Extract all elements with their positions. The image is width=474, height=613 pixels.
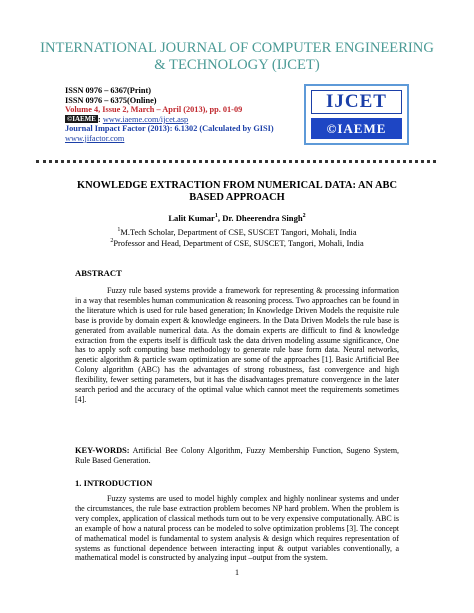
issn-online: ISSN 0976 – 6375(Online) bbox=[65, 95, 157, 105]
journal-title-line1: INTERNATIONAL JOURNAL OF COMPUTER ENGINEERING bbox=[40, 40, 434, 56]
affiliation-1-sup: 1 bbox=[117, 227, 121, 233]
abstract-text bbox=[75, 286, 399, 405]
affiliation-2-sup: 2 bbox=[110, 238, 114, 244]
dotted-divider bbox=[36, 160, 436, 163]
logo-ijcet-text: IJCET bbox=[311, 90, 402, 114]
masthead-info bbox=[65, 86, 315, 144]
journal-title bbox=[20, 40, 454, 74]
website-link[interactable]: www.iaeme.com/ijcet.asp bbox=[102, 114, 189, 124]
abstract-heading: ABSTRACT bbox=[75, 268, 122, 278]
keywords-label: KEY-WORDS: bbox=[75, 446, 130, 455]
author-2: Dr. Dheerendra Singh bbox=[222, 212, 303, 223]
affiliation-1-text: M.Tech Scholar, Department of CSE, SUSCET Tangori, Mohali, India bbox=[120, 227, 357, 237]
impact-factor: Journal Impact Factor (2013): 6.1302 (Calculated by GISI) bbox=[65, 124, 274, 134]
introduction-heading: 1. INTRODUCTION bbox=[75, 478, 153, 488]
journal-title-line2: & TECHNOLOGY (IJCET) bbox=[154, 57, 320, 73]
website-prefix: : bbox=[97, 114, 103, 124]
affiliation-2 bbox=[40, 236, 434, 249]
paper-title-line1: KNOWLEDGE EXTRACTION FROM NUMERICAL DATA: AN ABC bbox=[76, 180, 397, 191]
author-separator: , bbox=[217, 212, 223, 223]
abstract-body: Fuzzy rule based systems provide a framework for representing & processing information in a way that resembles human communication & reasoning process. Two approaches can be found in the literature which is used for rule based generation; In Knowledge Driven Models the requisite rule base is provide by domain expert & knowledge engineers. In the Data Driven Models the rule base is generated from available numerical data. As the domain experts are difficult to find & knowledge extraction from the experts itself is difficult task the data driven modeling assume significance, One has to apply soft computing base methodology to generate rule base form data. Neural networks, genetic algorithm & particle swam optimization are some of the approaches [1]. Basic Artificial Bee Colony algorithm (ABC) has the advantages of strong robustness, fast convergence and high flexibility, fewer setting parameters, but it has the disadvantages premature convergence in the later search period and the accuracy of the optimal value which cannot meet the requirements sometimes [4]. bbox=[75, 286, 399, 404]
issn-print: ISSN 0976 – 6367(Print) bbox=[65, 86, 151, 95]
affiliation-2-text: Professor and Head, Department of CSE, SUSCET, Tangori, Mohali, India bbox=[113, 238, 364, 248]
keywords-text: Artificial Bee Colony Algorithm, Fuzzy Membership Function, Sugeno System, Rule Based Generation. bbox=[75, 446, 399, 465]
logo-iaeme-text: ©IAEME bbox=[311, 118, 402, 139]
authors bbox=[40, 211, 434, 224]
iaeme-label: ©IAEME bbox=[67, 114, 96, 123]
introduction-text bbox=[75, 494, 399, 563]
page-number: 1 bbox=[235, 568, 239, 577]
paper-title bbox=[40, 180, 434, 204]
keywords bbox=[75, 446, 399, 466]
author-2-sup: 2 bbox=[302, 213, 306, 219]
jifactor-link[interactable]: www.jifactor.com bbox=[65, 133, 125, 143]
website-line bbox=[65, 115, 315, 125]
introduction-body: Fuzzy systems are used to model highly complex and highly nonlinear systems and under the circumstances, the rule base extraction problem becomes NP hard problem. When the problem is very complex, application of classical methods turn out to be very expensive computationally. ABC is an example of how a natural process can be modeled to solve optimization problems [3]. The concept of mathematical model is fundamental to system analysis & design which requires representation of systems as functional dependence between interacting input & output variables conventionally, a mathematical model is constructed by analyzing input –output from the system. bbox=[75, 494, 399, 563]
author-1-sup: 1 bbox=[214, 213, 218, 219]
paper-title-line2: BASED APPROACH bbox=[189, 192, 285, 203]
ijcet-logo bbox=[304, 84, 409, 145]
author-1: Lalit Kumar bbox=[168, 212, 215, 223]
volume-info: Volume 4, Issue 2, March – April (2013), pp. 01-09 bbox=[65, 105, 243, 115]
